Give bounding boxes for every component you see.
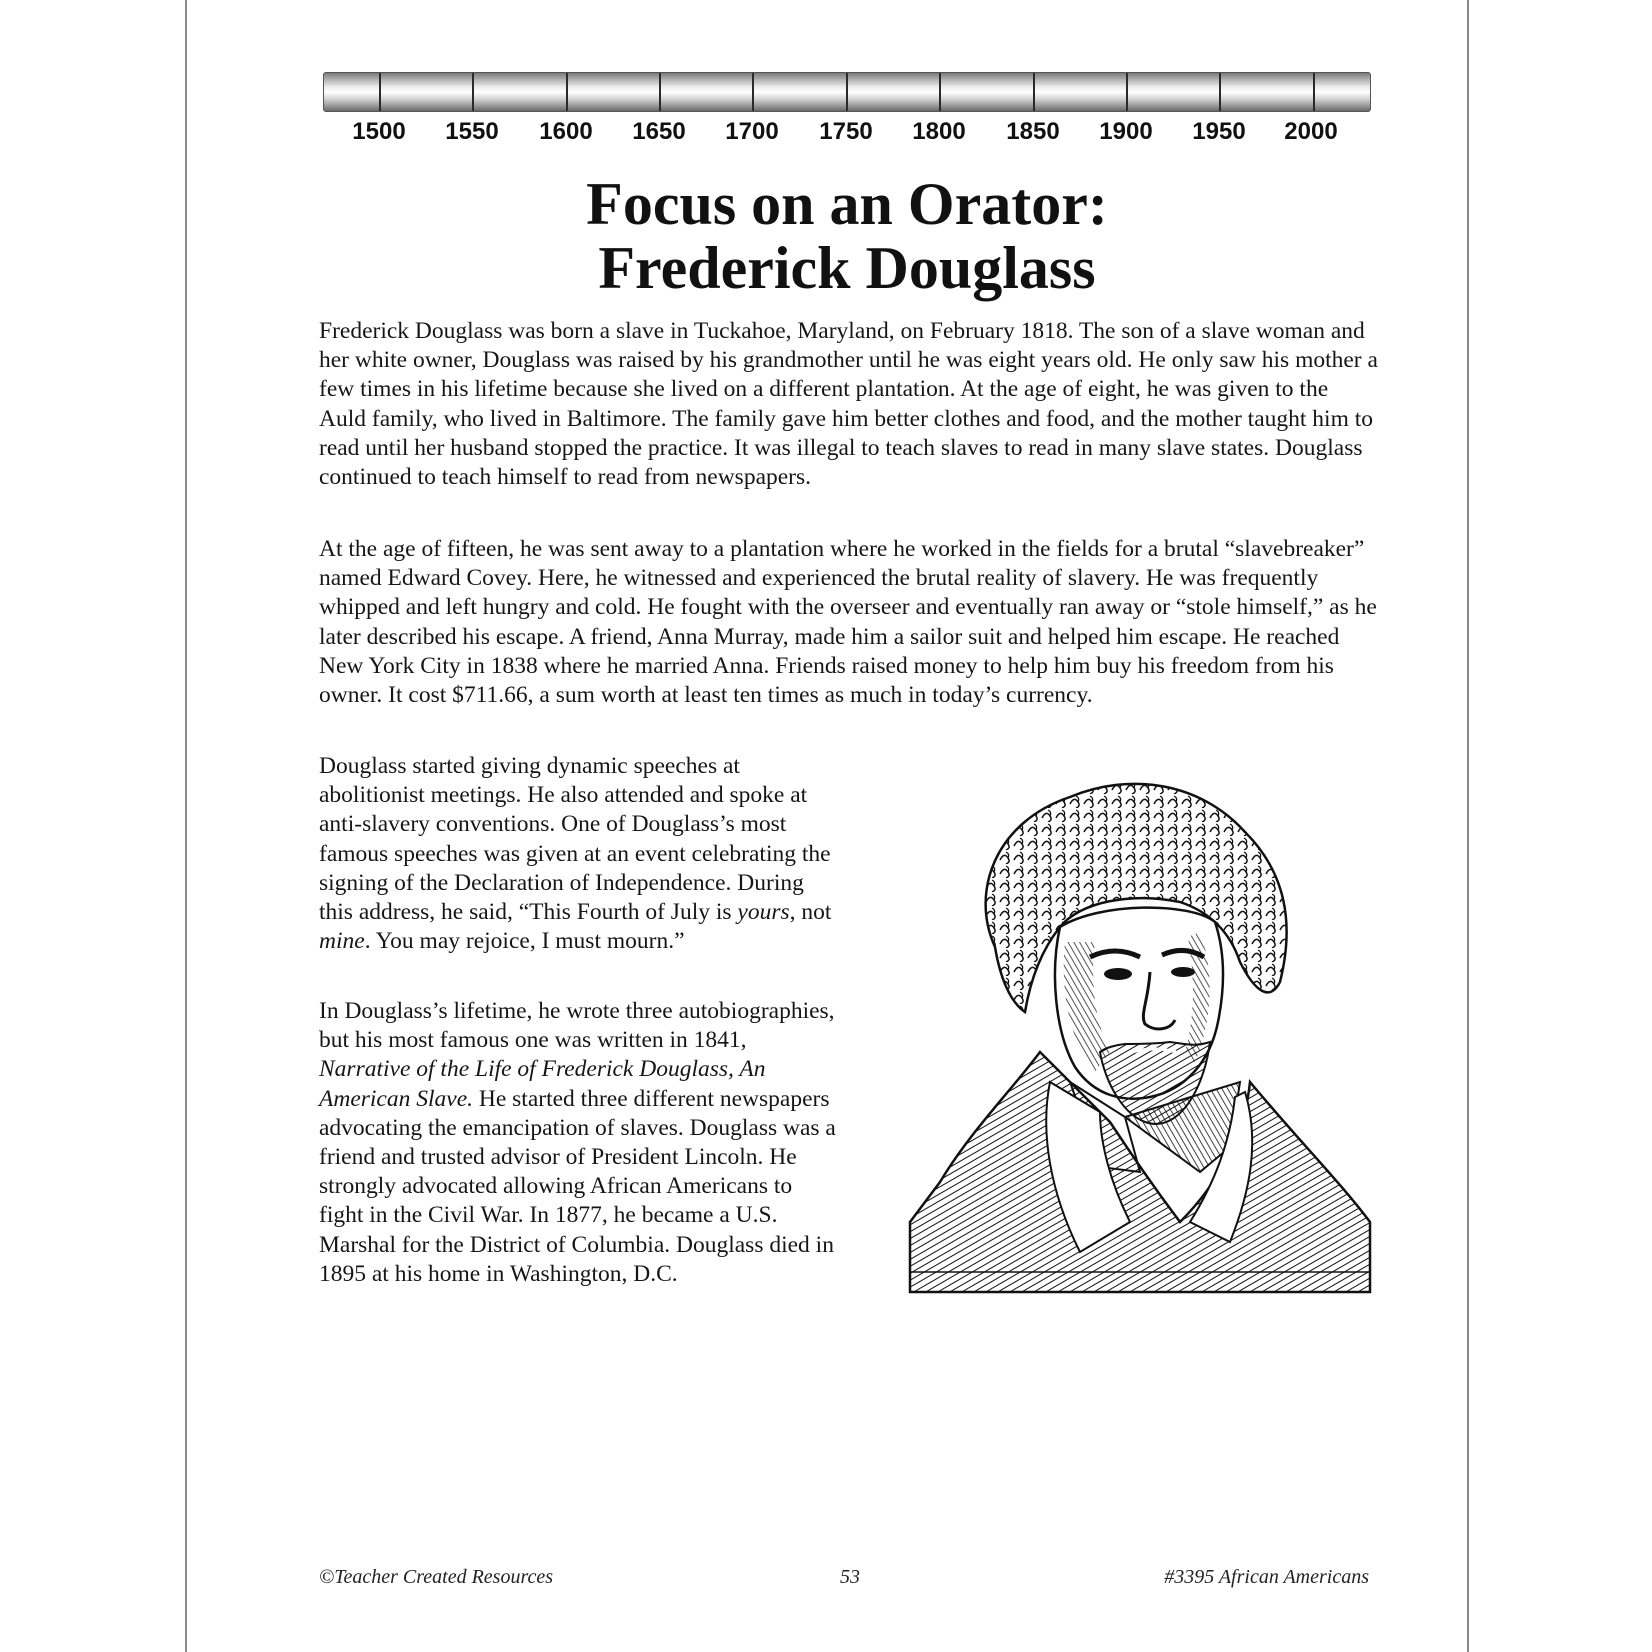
timeline-tick bbox=[1313, 73, 1315, 111]
paragraph-text: In Douglass’s lifetime, he wrote three autobiographies, but his most famous one was written in 1841, bbox=[319, 998, 835, 1054]
paragraph-escape: At the age of fifteen, he was sent away to a plantation where he worked in the fields for a brutal “slavebreaker” named Edward Covey. Here, he witnessed and experienced the brutal reality of slavery. He was frequently whipped and left hungry and cold. He fought with the overseer and eventually ran away or “stole himself,” as he later described his escape. A friend, Anna Murray, made him a sailor suit and helped him escape. He reached New York City in 1838 where he married Anna. Friends raised money to help him buy his freedom from his owner. It cost $711.66, a sum worth at least ten times as much in today’s currency. bbox=[319, 536, 1377, 709]
timeline-year: 1750 bbox=[819, 118, 873, 145]
timeline-tick bbox=[1033, 73, 1035, 111]
emphasis-text: mine bbox=[319, 928, 365, 955]
book-title: Narrative of the Life of Frederick Douglass, An American Slave. bbox=[319, 1056, 766, 1112]
frederick-douglass-portrait bbox=[900, 752, 1375, 1302]
timeline-year: 1900 bbox=[1099, 118, 1153, 145]
emphasis-text: yours bbox=[737, 899, 790, 926]
footer-book-title: #3395 African Americans bbox=[1164, 1566, 1369, 1588]
timeline bbox=[323, 72, 1371, 152]
timeline-tick bbox=[566, 73, 568, 111]
timeline-tick bbox=[846, 73, 848, 111]
timeline-tick bbox=[1219, 73, 1221, 111]
timeline-year: 1950 bbox=[1192, 118, 1246, 145]
page-border-right bbox=[1467, 0, 1469, 1652]
page-title-line1: Focus on an Orator: bbox=[586, 171, 1108, 237]
timeline-tick bbox=[659, 73, 661, 111]
paragraph-text: , not bbox=[789, 899, 832, 926]
timeline-bar bbox=[323, 72, 1371, 112]
paragraph-text: He started three different newspapers advocating the emancipation of slaves. Douglass was a friend and trusted advisor of President Lincoln. He strongly advocated allowing African Americans to fight in the Civil War. In 1877, he became a U.S. Marshal for the District of Columbia. Douglass died in 1895 at his home in Washington, D.C. bbox=[319, 1085, 836, 1287]
timeline-tick bbox=[1126, 73, 1128, 111]
timeline-year: 2000 bbox=[1284, 118, 1338, 145]
paragraph-early-life: Frederick Douglass was born a slave in Tuckahoe, Maryland, on February 1818. The son of a slave woman and her white owner, Douglass was raised by his grandmother until he was eight years old. He only saw his mother a few times in his lifetime because she lived on a different plantation. At the age of eight, he was given to the Auld family, who lived in Baltimore. The family gave him better clothes and food, and the mother taught him to read until her husband stopped the practice. It was illegal to teach slaves to read in many slave states. Douglass continued to teach himself to read from newspapers. bbox=[319, 318, 1378, 491]
timeline-year: 1800 bbox=[912, 118, 966, 145]
timeline-year: 1850 bbox=[1006, 118, 1060, 145]
page-title-line2: Frederick Douglass bbox=[598, 235, 1096, 301]
timeline-year: 1600 bbox=[539, 118, 593, 145]
paragraph-text: Douglass started giving dynamic speeches at abolitionist meetings. He also attended and spoke at anti-slavery conventions. One of Douglass’s most famous speeches was given at an event celebrating the signing of the Declaration of Independence. During this address, he said, “This Fourth of July is bbox=[319, 753, 831, 926]
timeline-year: 1550 bbox=[445, 118, 499, 145]
timeline-tick bbox=[472, 73, 474, 111]
footer-publisher: ©Teacher Created Resources bbox=[319, 1566, 554, 1588]
paragraph-legacy bbox=[319, 997, 839, 1289]
timeline-tick bbox=[379, 73, 381, 111]
timeline-year: 1500 bbox=[352, 118, 406, 145]
timeline-tick bbox=[752, 73, 754, 111]
footer-page-number: 53 bbox=[840, 1566, 860, 1588]
timeline-year: 1650 bbox=[632, 118, 686, 145]
paragraph-speeches bbox=[319, 752, 839, 956]
timeline-labels bbox=[323, 112, 1371, 152]
timeline-tick bbox=[939, 73, 941, 111]
paragraph-text: . You may rejoice, I must mourn.” bbox=[364, 928, 685, 955]
timeline-year: 1700 bbox=[725, 118, 779, 145]
page-border-left bbox=[185, 0, 187, 1652]
page-title bbox=[323, 172, 1371, 300]
